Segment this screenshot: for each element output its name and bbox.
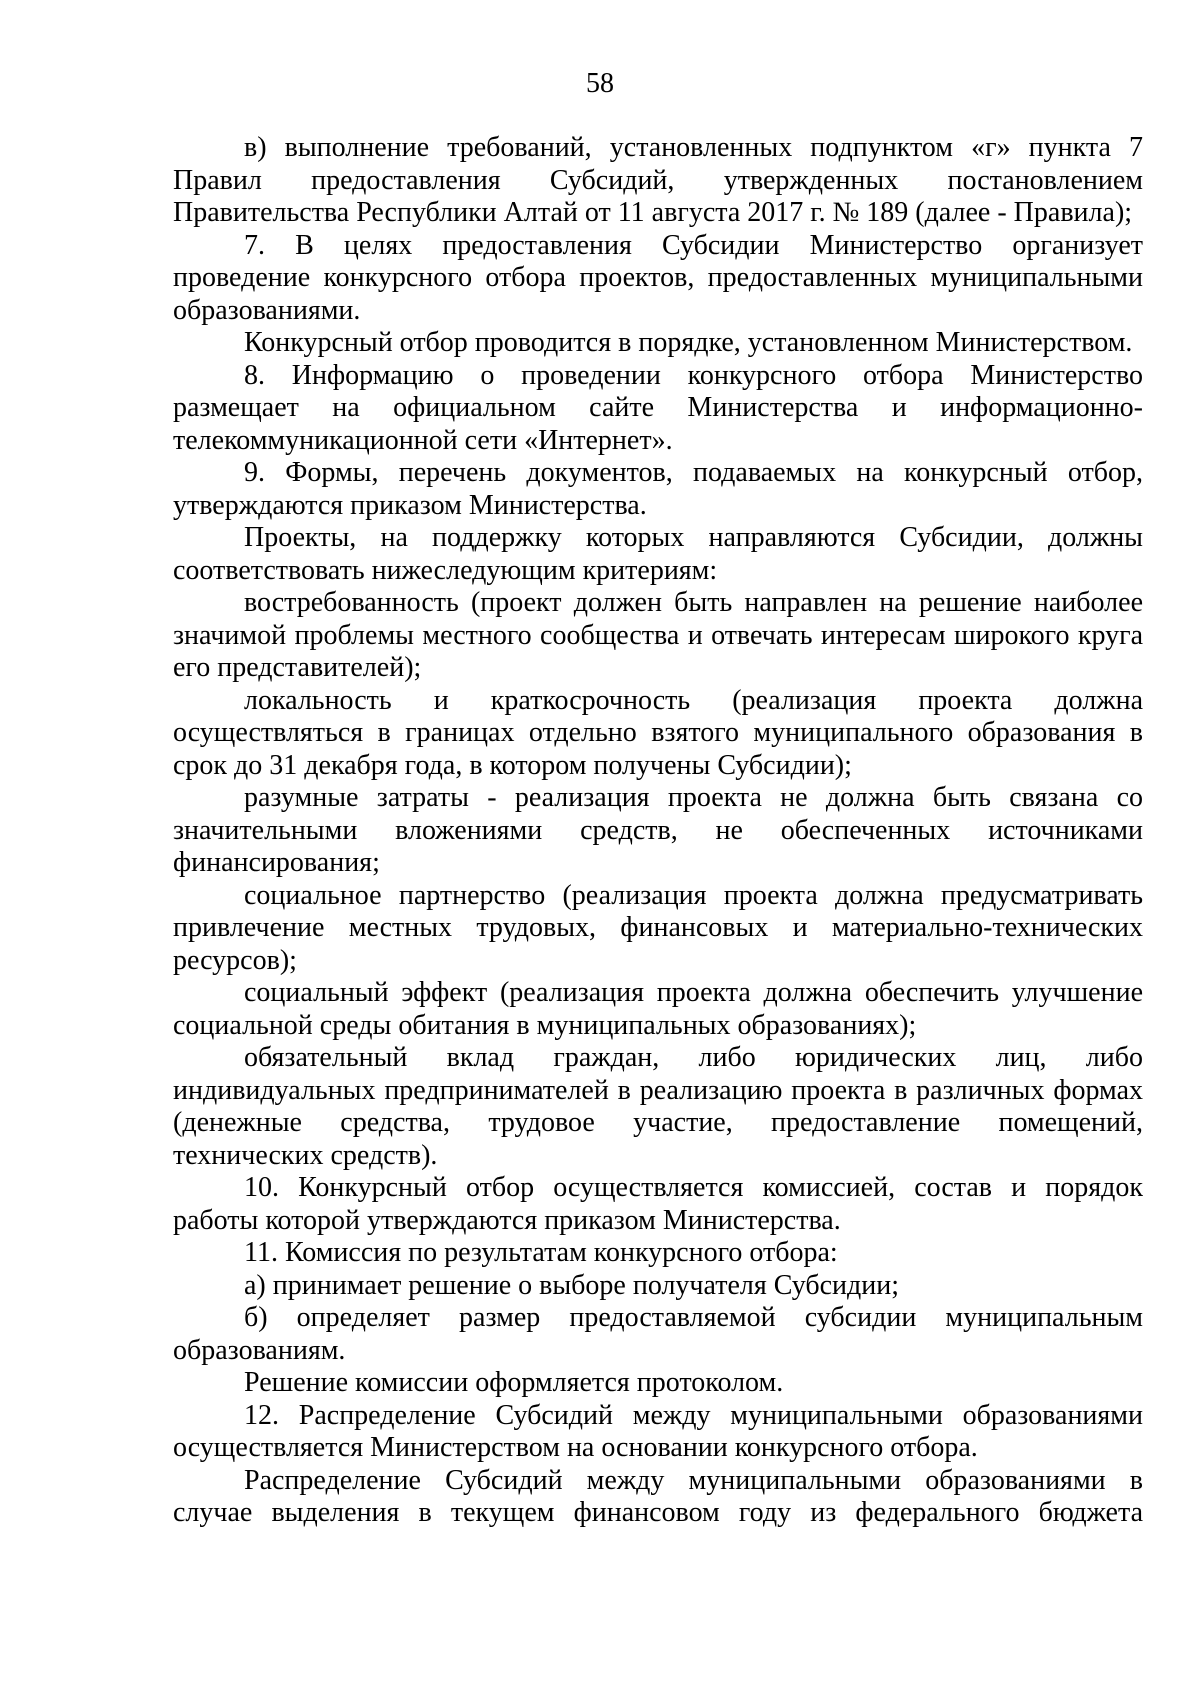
paragraph-criteria-intro: Проекты, на поддержку которых направляются Субсидии, должны соответствовать нижеследующим критериям: xyxy=(173,522,1143,586)
paragraph-criterion-contribution: обязательный вклад граждан, либо юридических лиц, либо индивидуальных предпринимателей в реализацию проекта в различных формах (денежные средства, трудовое участие, предоставление помещений, технических средств). xyxy=(173,1042,1143,1171)
document-body xyxy=(173,132,1143,1530)
paragraph-point-12: 12. Распределение Субсидий между муниципальными образованиями осуществляется Министерством на основании конкурсного отбора. xyxy=(173,1399,1143,1463)
paragraph-criterion-locality: локальность и краткосрочность (реализация проекта должна осуществляться в границах отдельно взятого муниципального образования в срок до 31 декабря года, в котором получены Субсидии); xyxy=(173,684,1143,781)
paragraph-distribution-continued: Распределение Субсидий между муниципальными образованиями в случае выделения в текущем финансовом году из федерального бюджета xyxy=(173,1464,1143,1528)
paragraph-item-v: в) выполнение требований, установленных подпунктом «г» пункта 7 Правил предоставления Субсидий, утвержденных постановлением Правительства Республики Алтай от 11 августа 2017 г. № 189 (далее - Правила); xyxy=(173,132,1143,228)
paragraph-selection-order: Конкурсный отбор проводится в порядке, установленном Министерством. xyxy=(244,327,1133,358)
paragraph-item-a: а) принимает решение о выборе получателя Субсидии; xyxy=(244,1269,899,1301)
paragraph-criterion-demand: востребованность (проект должен быть направлен на решение наиболее значимой проблемы местного сообщества и отвечать интересам широкого круга его представителей); xyxy=(173,587,1143,683)
paragraph-criterion-costs: разумные затраты - реализация проекта не должна быть связана со значительными вложениями средств, не обеспеченных источниками финансирования; xyxy=(173,782,1143,878)
paragraph-protocol: Решение комиссии оформляется протоколом. xyxy=(244,1367,784,1398)
paragraph-criterion-effect: социальный эффект (реализация проекта должна обеспечить улучшение социальной среды обитания в муниципальных образованиях); xyxy=(173,977,1143,1041)
paragraph-point-9: 9. Формы, перечень документов, подаваемых на конкурсный отбор, утверждаются приказом Министерства. xyxy=(173,457,1143,521)
page-number: 58 xyxy=(586,68,614,99)
paragraph-point-7: 7. В целях предоставления Субсидии Министерство организует проведение конкурсного отбора проектов, предоставленных муниципальными образованиями. xyxy=(173,229,1143,326)
paragraph-point-10: 10. Конкурсный отбор осуществляется комиссией, состав и порядок работы которой утверждаются приказом Министерства. xyxy=(173,1172,1143,1236)
paragraph-point-8: 8. Информацию о проведении конкурсного отбора Министерство размещает на официальном сайте Министерства и информационно-телекоммуникационной сети «Интернет». xyxy=(173,359,1143,456)
paragraph-item-b: б) определяет размер предоставляемой субсидии муниципальным образованиям. xyxy=(173,1302,1143,1366)
paragraph-point-11: 11. Комиссия по результатам конкурсного отбора: xyxy=(244,1237,838,1268)
paragraph-criterion-partnership: социальное партнерство (реализация проекта должна предусматривать привлечение местных трудовых, финансовых и материально-технических ресурсов); xyxy=(173,879,1143,976)
